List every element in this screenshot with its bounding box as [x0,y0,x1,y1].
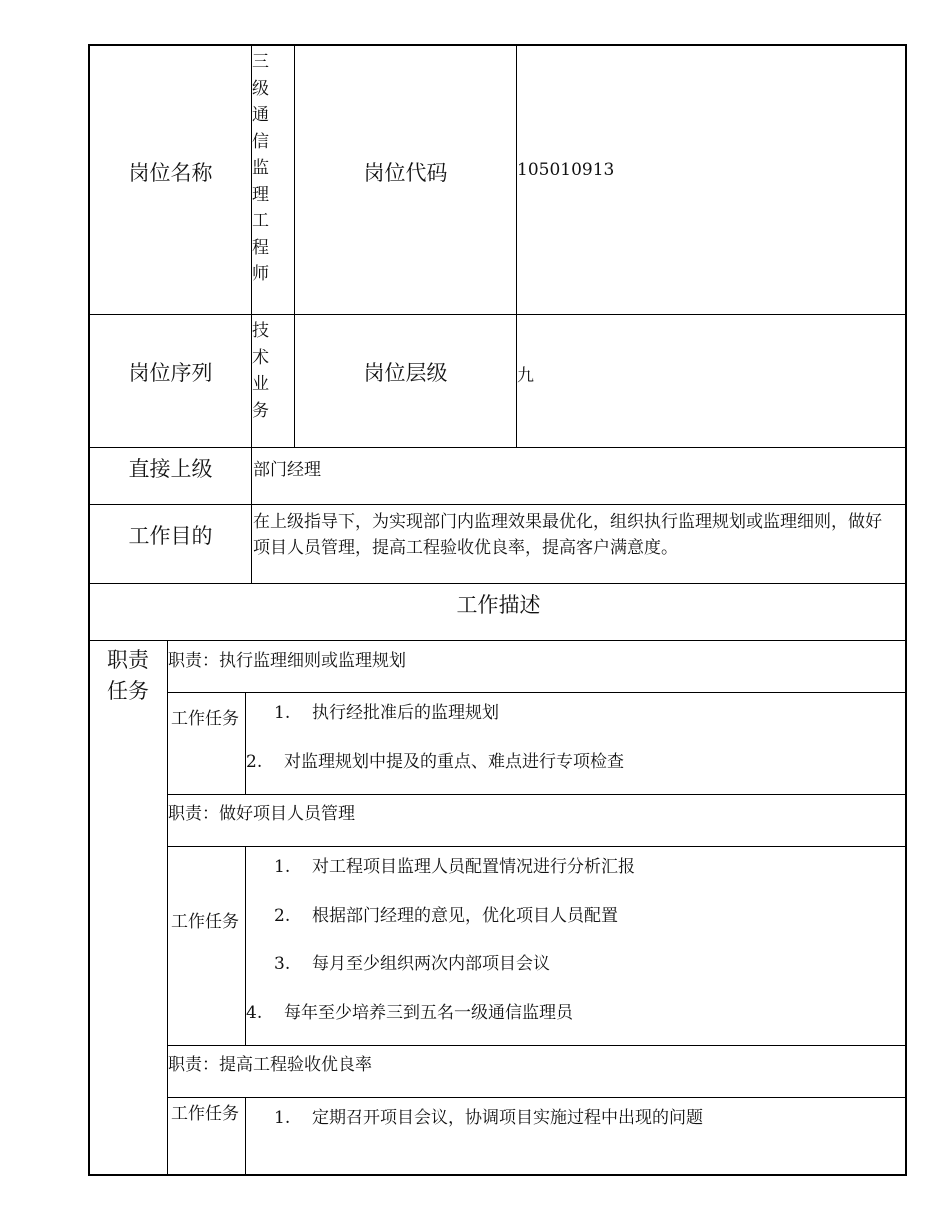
task-item: 1. 对工程项目监理人员配置情况进行分析汇报 [274,857,635,877]
row-divider [167,794,907,795]
row-divider [167,1045,907,1046]
col-divider [245,1097,246,1176]
row-divider [90,314,907,315]
col-divider [167,640,168,1176]
row-divider [167,846,907,847]
task-item: 4. 每年至少培养三到五名一级通信监理员 [246,1003,573,1023]
row-divider [167,1097,907,1098]
duty-title: 职责：做好项目人员管理 [168,804,355,824]
task-item: 2. 根据部门经理的意见，优化项目人员配置 [274,906,618,926]
post-code-label: 岗位代码 [363,161,448,185]
purpose-value: 在上级指导下，为实现部门内监理效果最优化，组织执行监理规划或监理细则，做好项目人员管理，提高工程验收优良率，提高客户满意度。 [253,512,882,558]
task-label: 工作任务 [171,912,239,932]
task-item: 1. 执行经批准后的监理规划 [274,703,499,723]
description-title: 工作描述 [456,593,541,617]
duties-label: 职责任务 [107,648,149,703]
superior-label: 直接上级 [128,457,213,481]
post-level-label: 岗位层级 [363,361,448,385]
purpose-label: 工作目的 [128,524,213,548]
post-code-value: 105010913 [517,160,615,180]
duty-title: 职责：提高工程验收优良率 [168,1055,372,1075]
post-level-value: 九 [517,366,534,386]
task-item: 3. 每月至少组织两次内部项目会议 [274,954,550,974]
duty-title: 职责：执行监理细则或监理规划 [168,651,406,671]
post-seq-value: 技术业务 [252,321,269,421]
task-item: 1. 定期召开项目会议，协调项目实施过程中出现的问题 [274,1108,703,1128]
row-divider [90,447,907,448]
row-divider [90,583,907,584]
post-name-value: 三级通信监理工程师 [252,52,269,284]
superior-value: 部门经理 [253,460,321,480]
task-label: 工作任务 [171,709,239,729]
row-divider [90,504,907,505]
post-seq-label: 岗位序列 [128,361,213,385]
col-divider [245,692,246,794]
row-divider [90,640,907,641]
col-divider [516,46,517,447]
task-label: 工作任务 [171,1104,239,1124]
post-name-label: 岗位名称 [128,161,213,185]
row-divider [167,692,907,693]
task-item: 2. 对监理规划中提及的重点、难点进行专项检查 [246,752,624,772]
job-description-table [88,44,907,1176]
